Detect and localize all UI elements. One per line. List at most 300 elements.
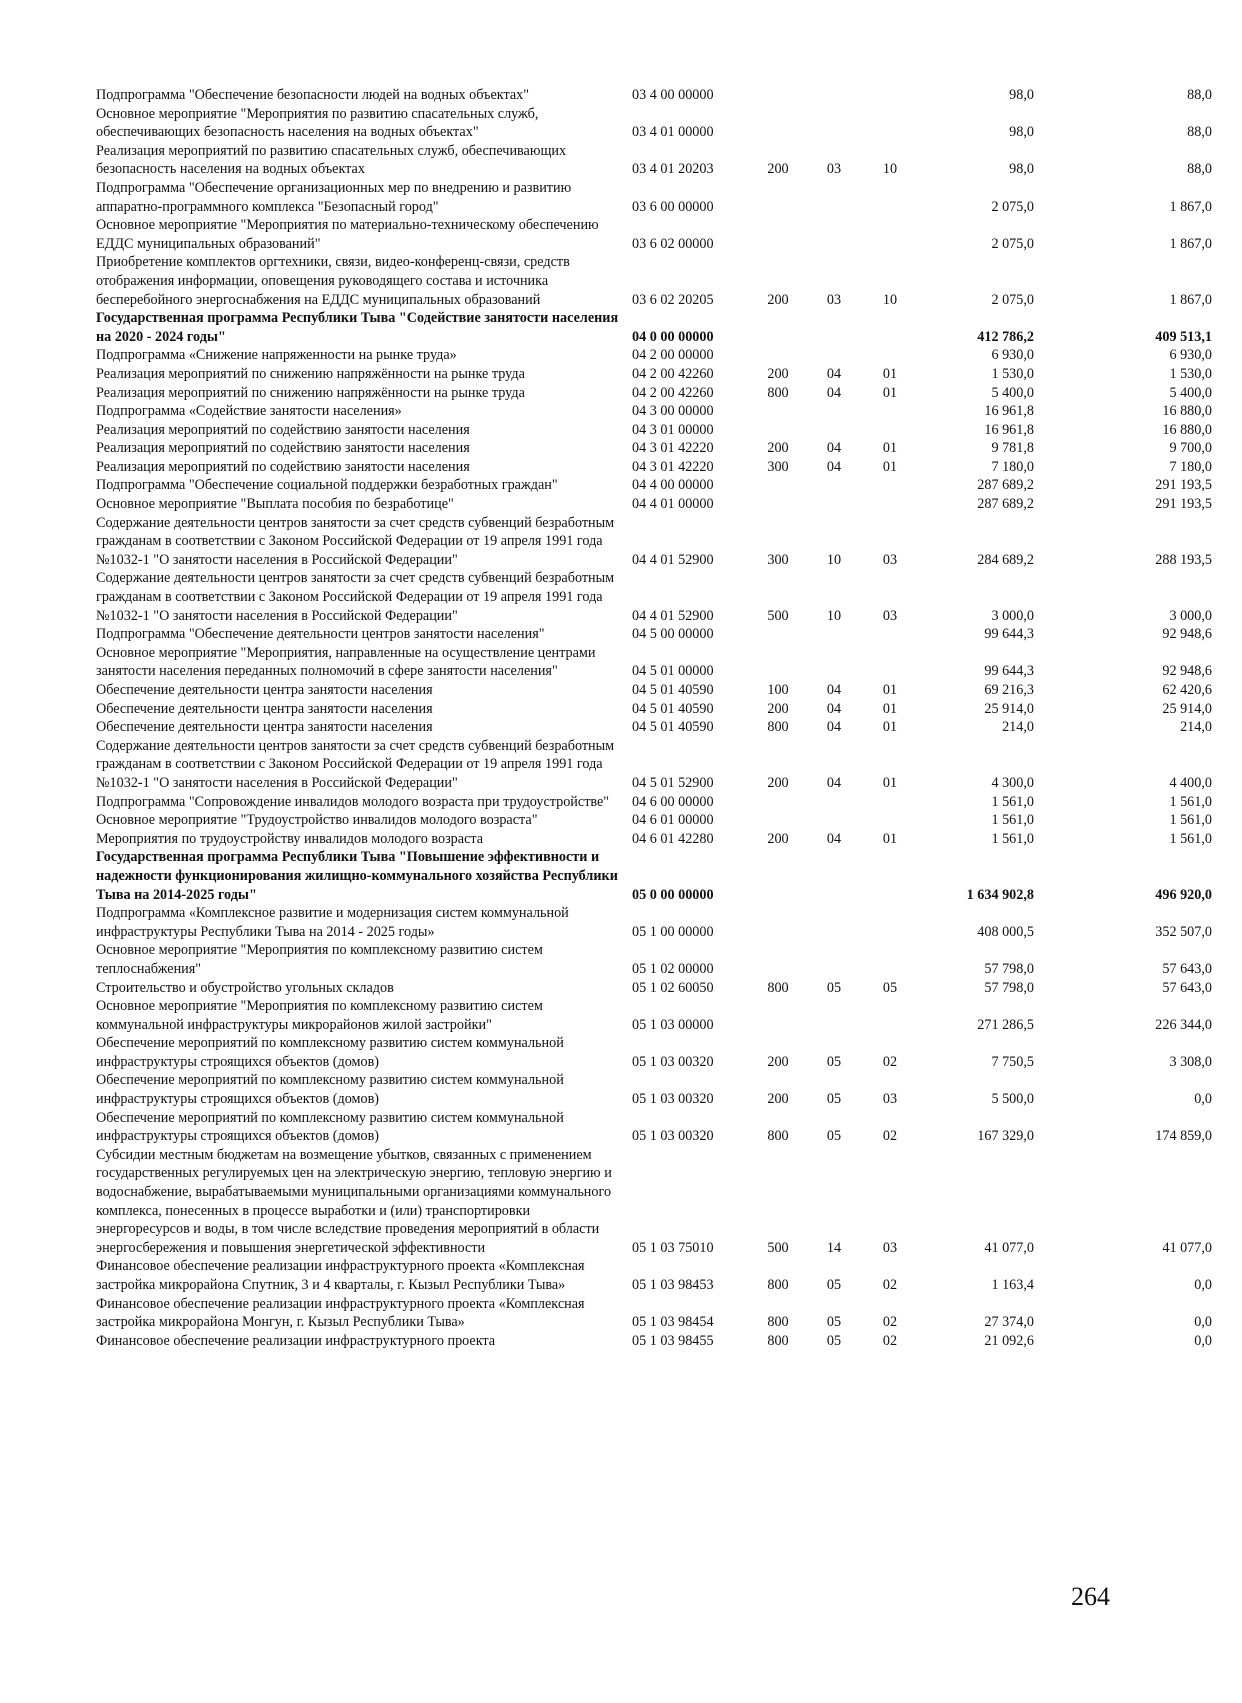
row-name: Государственная программа Республики Тыва "Содействие занятости населения на 2020 - 2024 годы" [96, 310, 619, 345]
amount-year-2: 25 914,0 [1162, 700, 1212, 717]
expense-type-code [750, 644, 806, 681]
section-code [806, 179, 862, 216]
target-article-code: 04 2 00 42260 [632, 384, 714, 401]
amount-year-1: 98,0 [1009, 124, 1034, 141]
amount-year-2: 0,0 [1194, 1332, 1212, 1349]
target-article-code: 05 1 02 60050 [632, 979, 714, 996]
expense-type-code: 200 [767, 291, 789, 308]
expense-type-code: 200 [767, 830, 789, 847]
document-page [96, 86, 1212, 1350]
target-article-code: 04 2 00 00000 [632, 347, 714, 364]
amount-year-2: 1 561,0 [1169, 830, 1212, 847]
row-name: Основное мероприятие "Выплата пособия по безработице" [96, 496, 454, 513]
row-name: Обеспечение деятельности центра занятости населения [96, 682, 433, 698]
expense-type-code [750, 216, 806, 253]
subsection-code: 01 [882, 830, 898, 847]
table-row [96, 793, 1242, 812]
table-row [96, 700, 1242, 719]
expense-type-code [750, 179, 806, 216]
amount-year-1: 1 561,0 [991, 793, 1034, 810]
page-number: 264 [1071, 1582, 1110, 1611]
table-row [96, 1332, 1242, 1351]
amount-year-1: 98,0 [1009, 87, 1034, 103]
table-row [96, 458, 1242, 477]
target-article-code: 04 0 00 00000 [632, 328, 714, 345]
amount-year-2: 41 077,0 [1162, 1239, 1212, 1256]
table-row [96, 644, 1242, 681]
expense-type-code [750, 793, 806, 812]
amount-year-1: 408 000,5 [977, 923, 1034, 940]
row-name: Реализация мероприятий по развитию спасательных служб, обеспечивающих безопасность населения на водных объектах [96, 142, 567, 178]
row-name: Основное мероприятие "Мероприятия по развитию спасательных служб, обеспечивающих безопасность населения на водных объектах" [96, 105, 539, 141]
section-code [806, 216, 862, 253]
table-row [96, 830, 1242, 849]
expense-type-code [750, 346, 806, 365]
row-name: Реализация мероприятий по содействию занятости населения [96, 458, 470, 475]
amount-year-2: 57 643,0 [1162, 960, 1212, 977]
amount-year-1: 1 561,0 [991, 812, 1034, 829]
amount-year-2: 88,0 [1187, 124, 1212, 141]
expense-type-code [750, 941, 806, 978]
section-code: 04 [826, 682, 842, 698]
table-row [96, 625, 1242, 644]
subsection-code: 03 [882, 551, 898, 568]
row-name: Основное мероприятие "Мероприятия по комплексному развитию систем коммунальной инфраструктуры микрорайонов жилой застройки" [96, 998, 543, 1033]
row-name: Строительство и обустройство угольных складов [96, 979, 394, 996]
expense-type-code: 200 [767, 1053, 789, 1070]
section-code [806, 644, 862, 681]
table-row [96, 86, 1242, 105]
target-article-code: 05 1 03 00000 [632, 1016, 714, 1033]
table-row [96, 904, 1242, 941]
row-name: Приобретение комплектов оргтехники, связи, видео-конференц-связи, средств отображения информации, оповещения руководящего состава и источника бесперебойного энергоснабжения на ЕДДС муниципальных образований [96, 254, 570, 308]
amount-year-1: 99 644,3 [984, 626, 1034, 643]
row-name: Мероприятия по трудоустройству инвалидов молодого возраста [96, 830, 484, 847]
section-code [806, 402, 862, 421]
target-article-code: 04 4 00 00000 [632, 477, 714, 494]
row-name: Подпрограмма "Сопровождение инвалидов молодого возраста при трудоустройстве" [96, 793, 610, 810]
amount-year-2: 88,0 [1187, 87, 1212, 103]
table-row [96, 216, 1242, 253]
subsection-code [862, 86, 918, 105]
expense-type-code: 800 [767, 384, 789, 401]
table-row [96, 811, 1242, 830]
table-row [96, 1034, 1242, 1071]
section-code [806, 904, 862, 941]
section-code: 04 [826, 830, 842, 847]
budget-table-body [96, 86, 1242, 1350]
amount-year-1: 21 092,6 [984, 1332, 1034, 1349]
row-name: Реализация мероприятий по содействию занятости населения [96, 440, 470, 457]
section-code: 04 [826, 458, 842, 475]
expense-type-code: 800 [767, 719, 789, 736]
amount-year-1: 3 000,0 [991, 607, 1034, 624]
amount-year-1: 41 077,0 [984, 1239, 1034, 1256]
subsection-code: 03 [882, 1091, 898, 1108]
target-article-code: 04 5 01 00000 [632, 663, 714, 680]
subsection-code [862, 625, 918, 644]
row-name: Основное мероприятие "Мероприятия по комплексному развитию систем теплоснабжения" [96, 942, 543, 977]
amount-year-1: 7 750,5 [991, 1053, 1034, 1070]
expense-type-code [750, 421, 806, 440]
subsection-code [862, 421, 918, 440]
section-code [806, 86, 862, 105]
section-code: 14 [826, 1239, 842, 1256]
amount-year-1: 57 798,0 [984, 979, 1034, 996]
budget-table [96, 86, 1242, 1350]
amount-year-1: 2 075,0 [991, 235, 1034, 252]
section-code [806, 346, 862, 365]
section-code [806, 941, 862, 978]
amount-year-2: 409 513,1 [1155, 328, 1212, 345]
target-article-code: 05 1 03 98455 [632, 1332, 714, 1349]
amount-year-1: 5 400,0 [991, 384, 1034, 401]
amount-year-2: 92 948,6 [1162, 663, 1212, 680]
row-name: Подпрограмма "Обеспечение безопасности людей на водных объектах" [96, 87, 530, 103]
expense-type-code: 800 [767, 1128, 789, 1145]
subsection-code [862, 309, 918, 346]
subsection-code: 01 [882, 365, 898, 382]
subsection-code [862, 216, 918, 253]
target-article-code: 03 6 00 00000 [632, 198, 714, 215]
row-name: Подпрограмма "Обеспечение деятельности центров занятости населения" [96, 626, 545, 643]
table-row [96, 569, 1242, 625]
subsection-code [862, 476, 918, 495]
expense-type-code: 100 [767, 682, 789, 698]
section-code: 10 [826, 551, 842, 568]
amount-year-2: 1 561,0 [1169, 793, 1212, 810]
expense-type-code [750, 904, 806, 941]
table-row [96, 384, 1242, 403]
row-name: Обеспечение мероприятий по комплексному развитию систем коммунальной инфраструктуры строящихся объектов (домов) [96, 1035, 564, 1070]
section-code: 05 [826, 1053, 842, 1070]
table-row [96, 1146, 1242, 1258]
amount-year-2: 92 948,6 [1162, 626, 1212, 643]
target-article-code: 05 0 00 00000 [632, 886, 714, 903]
table-row [96, 681, 1242, 700]
row-name: Государственная программа Республики Тыва "Повышение эффективности и надежности функционирования жилищно-коммунального хозяйства Республики Тыва на 2014-2025 годы" [96, 849, 618, 903]
expense-type-code: 300 [767, 458, 789, 475]
target-article-code: 04 5 01 40590 [632, 700, 714, 717]
table-row [96, 476, 1242, 495]
amount-year-1: 7 180,0 [991, 458, 1034, 475]
subsection-code: 01 [882, 682, 898, 698]
table-row [96, 514, 1242, 570]
target-article-code: 04 2 00 42260 [632, 365, 714, 382]
target-article-code: 03 4 01 20203 [632, 161, 714, 178]
table-row [96, 365, 1242, 384]
target-article-code: 05 1 03 00320 [632, 1091, 714, 1108]
row-name: Субсидии местным бюджетам на возмещение убытков, связанных с применением государственных регулируемых цен на электрическую энергию, тепловую энергию и водоснабжение, вырабатываемыми муниципальными организациями коммунального комплекса, понесенных в процессе выработки и (или) транспортировки энергоресурсов и воды, в том числе вследствие проведения мероприятий в области энергосбережения и повышения энергетической эффективности [96, 1146, 612, 1256]
subsection-code: 05 [882, 979, 898, 996]
subsection-code: 03 [882, 607, 898, 624]
expense-type-code [750, 402, 806, 421]
table-row [96, 439, 1242, 458]
row-name: Финансовое обеспечение реализации инфраструктурного проекта [96, 1332, 496, 1349]
target-article-code: 04 3 01 42220 [632, 440, 714, 457]
amount-year-1: 1 530,0 [991, 365, 1034, 382]
target-article-code: 04 3 01 00000 [632, 421, 714, 438]
amount-year-1: 27 374,0 [984, 1314, 1034, 1331]
section-code [806, 997, 862, 1034]
subsection-code [862, 179, 918, 216]
amount-year-2: 226 344,0 [1155, 1016, 1212, 1033]
expense-type-code: 500 [767, 607, 789, 624]
section-code: 03 [826, 161, 842, 178]
section-code: 05 [826, 1091, 842, 1108]
expense-type-code: 200 [767, 774, 789, 791]
subsection-code: 01 [882, 774, 898, 791]
row-name: Обеспечение деятельности центра занятости населения [96, 700, 433, 717]
subsection-code: 02 [882, 1314, 898, 1331]
row-name: Реализация мероприятий по снижению напряжённости на рынке труда [96, 384, 525, 401]
section-code [806, 793, 862, 812]
table-row [96, 1257, 1242, 1294]
row-name: Основное мероприятие "Мероприятия по материально-техническому обеспечению ЕДДС муниципальных образований" [96, 217, 599, 252]
amount-year-2: 214,0 [1180, 719, 1212, 736]
target-article-code: 04 3 00 00000 [632, 403, 714, 420]
table-row [96, 1295, 1242, 1332]
row-name: Подпрограмма "Обеспечение социальной поддержки безработных граждан" [96, 477, 558, 494]
amount-year-2: 291 193,5 [1155, 477, 1212, 494]
amount-year-2: 4 400,0 [1169, 774, 1212, 791]
table-row [96, 421, 1242, 440]
section-code: 05 [826, 1314, 842, 1331]
amount-year-1: 99 644,3 [984, 663, 1034, 680]
amount-year-1: 6 930,0 [991, 347, 1034, 364]
row-name: Подпрограмма "Обеспечение организационных мер по внедрению и развитию аппаратно-программного комплекса "Безопасный город" [96, 179, 572, 215]
expense-type-code [750, 309, 806, 346]
subsection-code: 02 [882, 1128, 898, 1145]
section-code: 05 [826, 1332, 842, 1349]
expense-type-code [750, 811, 806, 830]
expense-type-code [750, 86, 806, 105]
expense-type-code: 300 [767, 551, 789, 568]
target-article-code: 04 5 00 00000 [632, 626, 714, 643]
amount-year-1: 2 075,0 [991, 198, 1034, 215]
subsection-code [862, 848, 918, 904]
amount-year-1: 16 961,8 [984, 421, 1034, 438]
table-row [96, 737, 1242, 793]
subsection-code [862, 811, 918, 830]
amount-year-2: 16 880,0 [1162, 421, 1212, 438]
amount-year-2: 3 000,0 [1169, 607, 1212, 624]
expense-type-code [750, 625, 806, 644]
amount-year-2: 288 193,5 [1155, 551, 1212, 568]
section-code: 04 [826, 365, 842, 382]
subsection-code: 01 [882, 719, 898, 736]
subsection-code [862, 495, 918, 514]
row-name: Подпрограмма «Содействие занятости населения» [96, 403, 402, 420]
amount-year-1: 1 561,0 [991, 830, 1034, 847]
subsection-code [862, 402, 918, 421]
expense-type-code: 200 [767, 700, 789, 717]
target-article-code: 04 6 01 42280 [632, 830, 714, 847]
amount-year-2: 9 700,0 [1169, 440, 1212, 457]
section-code [806, 421, 862, 440]
row-name: Содержание деятельности центров занятости за счет средств субвенций безработным гражданам в соответствии с Законом Российской Федерации от 19 апреля 1991 года №1032-1 "О занятости населения в Российской Федерации" [96, 514, 615, 568]
section-code: 03 [826, 291, 842, 308]
amount-year-2: 62 420,6 [1162, 682, 1212, 698]
amount-year-1: 1 163,4 [991, 1277, 1034, 1293]
row-name: Основное мероприятие "Мероприятия, направленные на осуществление центрами занятости населения переданных полномочий в сфере занятости населения" [96, 644, 596, 680]
amount-year-1: 2 075,0 [991, 291, 1034, 308]
amount-year-2: 496 920,0 [1155, 886, 1212, 903]
expense-type-code: 200 [767, 365, 789, 382]
section-code: 04 [826, 719, 842, 736]
subsection-code [862, 644, 918, 681]
amount-year-2: 16 880,0 [1162, 403, 1212, 420]
row-name: Обеспечение мероприятий по комплексному развитию систем коммунальной инфраструктуры строящихся объектов (домов) [96, 1109, 564, 1145]
subsection-code [862, 941, 918, 978]
expense-type-code: 200 [767, 1091, 789, 1108]
section-code [806, 625, 862, 644]
row-name: Подпрограмма «Комплексное развитие и модернизация систем коммунальной инфраструктуры Республики Тыва на 2014 - 2025 годы» [96, 905, 569, 940]
target-article-code: 03 4 01 00000 [632, 124, 714, 141]
table-row [96, 253, 1242, 309]
target-article-code: 05 1 00 00000 [632, 923, 714, 940]
amount-year-2: 1 867,0 [1169, 291, 1212, 308]
amount-year-1: 284 689,2 [977, 551, 1034, 568]
target-article-code: 05 1 03 98454 [632, 1314, 714, 1331]
section-code: 05 [826, 1277, 842, 1293]
amount-year-2: 7 180,0 [1169, 458, 1212, 475]
amount-year-1: 412 786,2 [977, 328, 1034, 345]
amount-year-1: 16 961,8 [984, 403, 1034, 420]
target-article-code: 05 1 03 00320 [632, 1053, 714, 1070]
section-code: 04 [826, 774, 842, 791]
section-code: 10 [826, 607, 842, 624]
target-article-code: 04 3 01 42220 [632, 458, 714, 475]
amount-year-1: 69 216,3 [984, 682, 1034, 698]
subsection-code [862, 997, 918, 1034]
expense-type-code [750, 997, 806, 1034]
section-code: 04 [826, 700, 842, 717]
row-name: Основное мероприятие "Трудоустройство инвалидов молодого возраста" [96, 812, 538, 829]
target-article-code: 04 4 01 52900 [632, 607, 714, 624]
subsection-code [862, 904, 918, 941]
subsection-code: 01 [882, 700, 898, 717]
expense-type-code: 800 [767, 1332, 789, 1349]
table-row [96, 1071, 1242, 1108]
subsection-code: 10 [882, 291, 898, 308]
row-name: Содержание деятельности центров занятости за счет средств субвенций безработным гражданам в соответствии с Законом Российской Федерации от 19 апреля 1991 года №1032-1 "О занятости населения в Российской Федерации" [96, 737, 615, 791]
amount-year-2: 174 859,0 [1155, 1128, 1212, 1145]
amount-year-2: 1 561,0 [1169, 812, 1212, 829]
amount-year-2: 57 643,0 [1162, 979, 1212, 996]
amount-year-1: 4 300,0 [991, 774, 1034, 791]
target-article-code: 04 5 01 40590 [632, 719, 714, 736]
amount-year-2: 5 400,0 [1169, 384, 1212, 401]
section-code [806, 105, 862, 142]
subsection-code: 01 [882, 384, 898, 401]
target-article-code: 05 1 02 00000 [632, 960, 714, 977]
table-row [96, 979, 1242, 998]
section-code [806, 309, 862, 346]
row-name: Обеспечение мероприятий по комплексному развитию систем коммунальной инфраструктуры строящихся объектов (домов) [96, 1072, 564, 1108]
expense-type-code [750, 476, 806, 495]
amount-year-2: 0,0 [1194, 1314, 1212, 1331]
row-name: Реализация мероприятий по снижению напряжённости на рынке труда [96, 365, 525, 382]
expense-type-code: 500 [767, 1239, 789, 1256]
amount-year-1: 1 634 902,8 [966, 886, 1034, 903]
amount-year-1: 5 500,0 [991, 1091, 1034, 1108]
table-row [96, 495, 1242, 514]
amount-year-1: 167 329,0 [977, 1128, 1034, 1145]
section-code: 04 [826, 384, 842, 401]
target-article-code: 03 6 02 20205 [632, 291, 714, 308]
table-row [96, 142, 1242, 179]
amount-year-1: 98,0 [1009, 161, 1034, 178]
amount-year-2: 352 507,0 [1155, 923, 1212, 940]
row-name: Финансовое обеспечение реализации инфраструктурного проекта «Комплексная застройка микрорайона Монгун, г. Кызыл Республики Тыва» [96, 1295, 585, 1331]
amount-year-2: 1 867,0 [1169, 235, 1212, 252]
subsection-code: 01 [882, 440, 898, 457]
amount-year-2: 6 930,0 [1169, 347, 1212, 364]
table-row [96, 309, 1242, 346]
amount-year-1: 9 781,8 [991, 440, 1034, 457]
section-code [806, 848, 862, 904]
target-article-code: 04 5 01 52900 [632, 774, 714, 791]
amount-year-1: 214,0 [1002, 719, 1034, 736]
table-row [96, 997, 1242, 1034]
section-code: 05 [826, 979, 842, 996]
table-row [96, 718, 1242, 737]
table-row [96, 848, 1242, 904]
amount-year-1: 271 286,5 [977, 1016, 1034, 1033]
section-code: 04 [826, 440, 842, 457]
subsection-code: 03 [882, 1239, 898, 1256]
expense-type-code: 800 [767, 1277, 789, 1293]
table-row [96, 179, 1242, 216]
target-article-code: 05 1 03 00320 [632, 1128, 714, 1145]
expense-type-code: 200 [767, 440, 789, 457]
table-row [96, 346, 1242, 365]
amount-year-2: 88,0 [1187, 161, 1212, 178]
row-name: Реализация мероприятий по содействию занятости населения [96, 421, 470, 438]
amount-year-1: 287 689,2 [977, 496, 1034, 513]
subsection-code: 10 [882, 161, 898, 178]
subsection-code [862, 793, 918, 812]
expense-type-code [750, 495, 806, 514]
subsection-code: 02 [882, 1332, 898, 1349]
amount-year-2: 0,0 [1194, 1277, 1212, 1293]
target-article-code: 04 6 01 00000 [632, 812, 714, 829]
expense-type-code: 800 [767, 979, 789, 996]
table-row [96, 1109, 1242, 1146]
expense-type-code [750, 848, 806, 904]
table-row [96, 402, 1242, 421]
target-article-code: 05 1 03 98453 [632, 1277, 714, 1293]
amount-year-2: 1 530,0 [1169, 365, 1212, 382]
target-article-code: 04 5 01 40590 [632, 682, 714, 698]
target-article-code: 03 6 02 00000 [632, 235, 714, 252]
amount-year-1: 25 914,0 [984, 700, 1034, 717]
subsection-code [862, 346, 918, 365]
section-code [806, 495, 862, 514]
target-article-code: 04 4 01 52900 [632, 551, 714, 568]
table-row [96, 941, 1242, 978]
expense-type-code: 200 [767, 161, 789, 178]
target-article-code: 04 4 01 00000 [632, 496, 714, 513]
amount-year-1: 287 689,2 [977, 477, 1034, 494]
section-code: 05 [826, 1128, 842, 1145]
target-article-code: 05 1 03 75010 [632, 1239, 714, 1256]
row-name: Обеспечение деятельности центра занятости населения [96, 719, 433, 736]
amount-year-2: 1 867,0 [1169, 198, 1212, 215]
subsection-code [862, 105, 918, 142]
table-row [96, 105, 1242, 142]
